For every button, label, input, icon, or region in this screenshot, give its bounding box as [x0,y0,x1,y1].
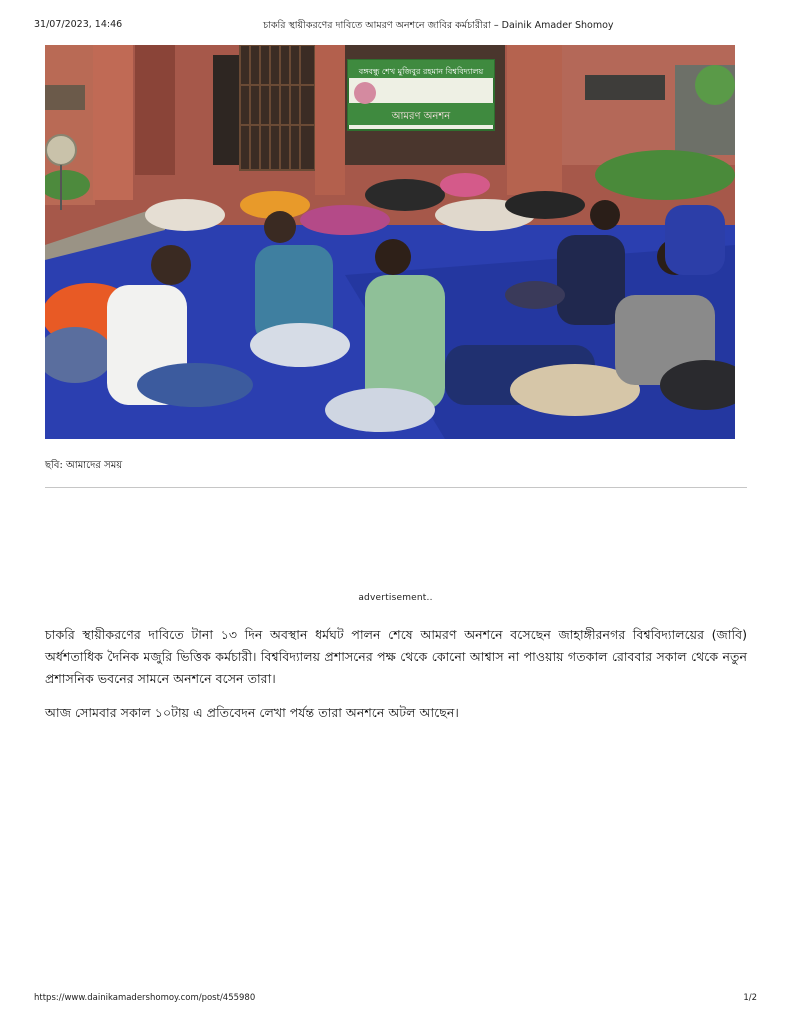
article-photo [45,45,735,439]
divider [45,487,747,488]
banner-text-bottom: আমরণ অনশন [391,111,451,122]
print-datetime: 31/07/2023, 14:46 [34,19,123,30]
article-paragraph-2: আজ সোমবার সকাল ১০টায় এ প্রতিবেদন লেখা পর্যন্ত তারা অনশনে অটল আছেন। [45,705,459,720]
banner-text-top: বঙ্গবন্ধু শেখ মুজিবুর রহমান বিশ্ববিদ্যালয় [358,67,484,76]
print-page-title: চাকরি স্থায়ীকরণের দাবিতে আমরণ অনশনে জাবির কর্মচারীরা – Dainik Amader Shomoy [263,20,614,31]
page-number: 1/2 [743,993,757,1003]
page-url: https://www.dainikamadershomoy.com/post/455980 [34,993,256,1003]
advertisement-label: advertisement.. [358,593,433,603]
photo-caption: ছবি: আমাদের সময় [45,460,123,471]
article-paragraph-1: চাকরি স্থায়ীকরণের দাবিতে টানা ১৩ দিন অবস্থান ধর্মঘট পালন শেষে আমরণ অনশনে বসেছেন জাহাঙ্গীরনগর বিশ্ববিদ্যালয়ের (জাবি) অর্ধশতাধিক দৈনিক মজুরি ভিত্তিক কর্মচারী। বিশ্ববিদ্যালয় প্রশাসনের পক্ষ থেকে কোনো আশ্বাস না পাওয়ায় গতকাল রোববার সকাল থেকে নতুন প্রশাসনিক ভবনের সামনে অনশনে বসেন তারা। [45,627,747,686]
